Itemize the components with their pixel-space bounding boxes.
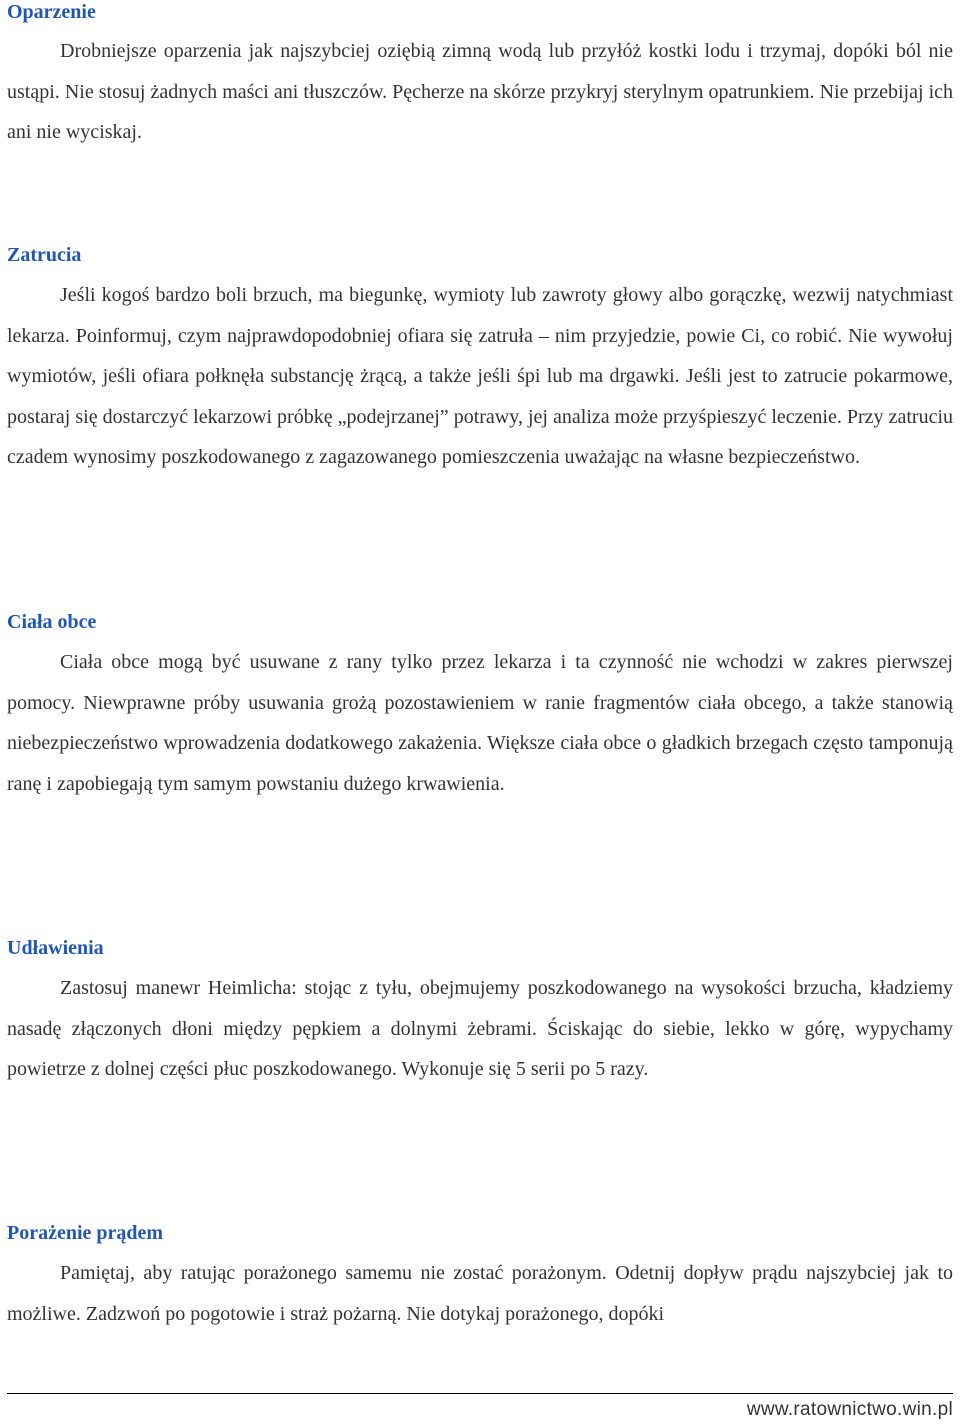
section-title-ciala-obce: Ciała obce bbox=[7, 611, 97, 633]
section-title-oparzenie: Oparzenie bbox=[7, 1, 96, 23]
section-text-ciala-obce: Ciała obce mogą być usuwane z rany tylko przez lekarza i ta czynność nie wchodzi w zakres pierwszej pomocy. Niewprawne próby usuwania grożą pozostawieniem w ranie fragmentów ciała obcego, a także stanowią niebezpieczeństwo wprowadzenia dodatkowego zakażenia. Większe ciała obce o gładkich brzegach często tamponują ranę i zapobiegają tym samym powstaniu dużego krwawienia. bbox=[7, 651, 953, 795]
section-text-porazenie-pradem: Pamiętaj, aby ratując porażonego samemu nie zostać porażonym. Odetnij dopływ prądu najszybciej jak to możliwe. Zadzwoń po pogotowie i straż pożarną. Nie dotykaj porażonego, dopóki bbox=[7, 1262, 953, 1325]
section-title-udlawienia: Udławienia bbox=[7, 937, 104, 959]
footer-divider bbox=[7, 1393, 953, 1394]
section-text-oparzenie: Drobniejsze oparzenia jak najszybciej oziębią zimną wodą lub przyłóż kostki lodu i trzymaj, dopóki ból nie ustąpi. Nie stosuj żadnych maści ani tłuszczów. Pęcherze na skórze przykryj sterylnym opatrunkiem. Nie przebijaj ich ani nie wyciskaj. bbox=[7, 40, 953, 144]
section-text-udlawienia: Zastosuj manewr Heimlicha: stojąc z tyłu, obejmujemy poszkodowanego na wysokości brzucha, kładziemy nasadę złączonych dłoni między pępkiem a dolnymi żebrami. Ściskając do siebie, lekko w górę, wypychamy powietrze z dolnej części płuc poszkodowanego. Wykonuje się 5 serii po 5 razy. bbox=[7, 977, 953, 1081]
section-title-zatrucia: Zatrucia bbox=[7, 244, 82, 266]
section-title-porazenie-pradem: Porażenie prądem bbox=[7, 1222, 164, 1244]
section-text-zatrucia: Jeśli kogoś bardzo boli brzuch, ma biegunkę, wymioty lub zawroty głowy albo gorączkę, wezwij natychmiast lekarza. Poinformuj, czym najprawdopodobniej ofiara się zatruła – nim przyjedzie, powie Ci, co robić. Nie wywołuj wymiotów, jeśli ofiara połknęła substancję żrącą, a także jeśli śpi lub ma drgawki. Jeśli jest to zatrucie pokarmowe, postaraj się dostarczyć lekarzowi próbkę „podejrzanej” potrawy, jej analiza może przyśpieszyć leczenie. Przy zatruciu czadem wynosimy poszkodowanego z zagazowanego pomieszczenia uważając na własne bezpieczeństwo. bbox=[7, 284, 953, 469]
footer-url: www.ratownictwo.win.pl bbox=[746, 1399, 953, 1420]
